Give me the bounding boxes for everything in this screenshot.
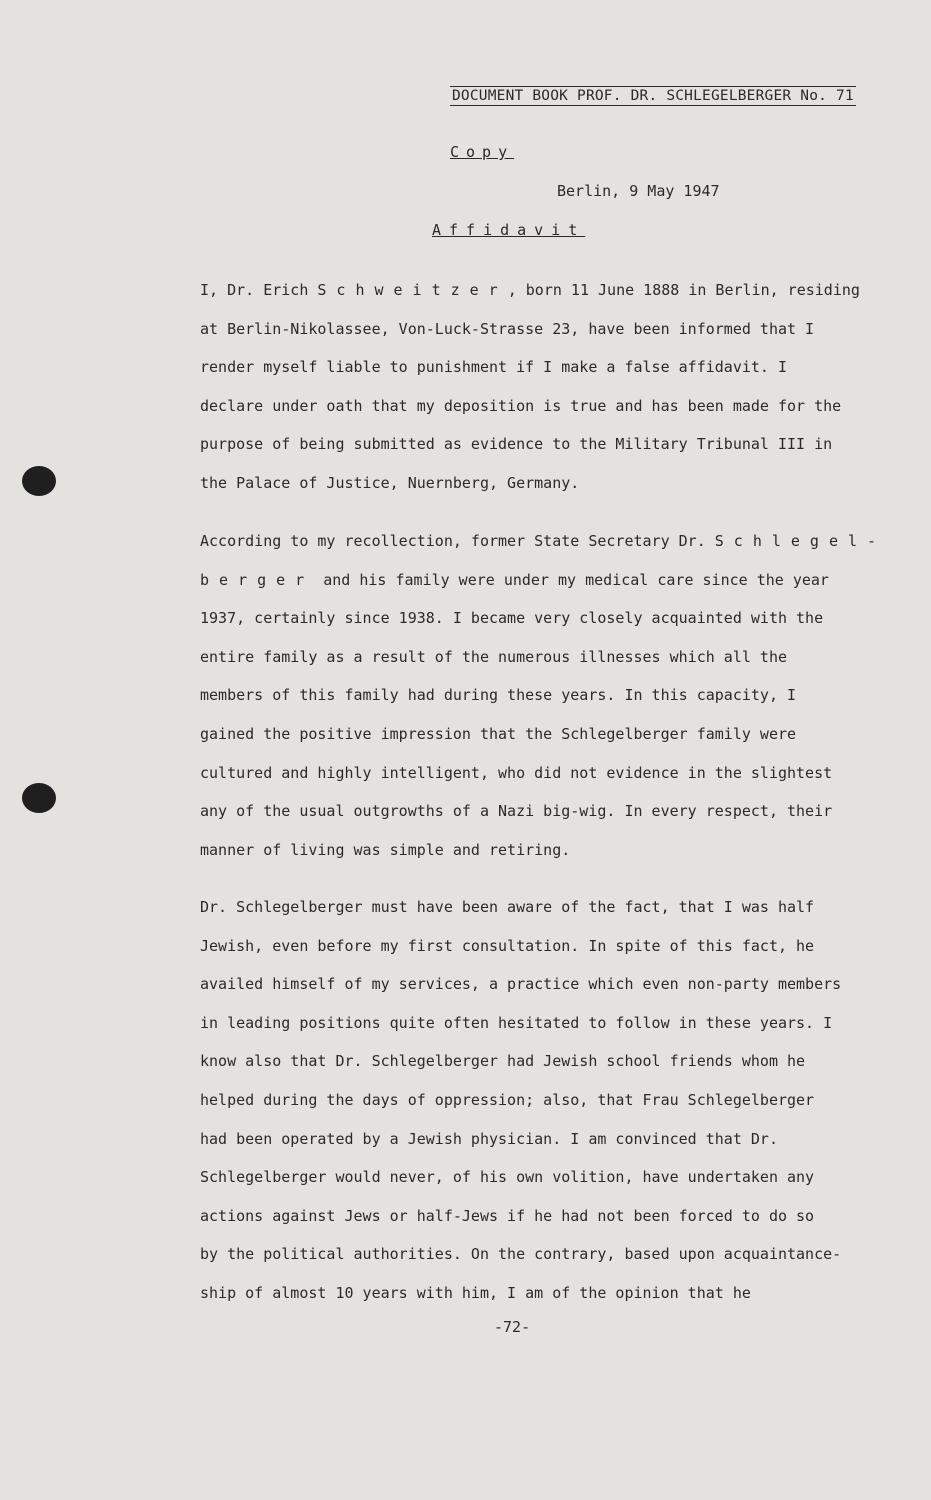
line-text: According to my recollection, former State Secretary Dr. xyxy=(200,532,715,550)
line-text: the Palace of Justice, Nuernberg, Germany. xyxy=(200,473,580,492)
text-line xyxy=(200,1243,900,1282)
line-text: ship of almost 10 years with him, I am of the opinion that he xyxy=(200,1283,751,1302)
text-line xyxy=(200,530,900,569)
text-line xyxy=(200,1089,900,1128)
line-text: cultured and highly intelligent, who did not evidence in the slightest xyxy=(200,763,833,782)
text-line xyxy=(200,684,900,723)
paragraph-recollection xyxy=(200,530,900,877)
line-text: render myself liable to punishment if I make a false affidavit. I xyxy=(200,358,787,377)
spaced-name: berger xyxy=(200,570,315,589)
text-line xyxy=(200,973,900,1012)
punch-hole-lower xyxy=(22,783,56,813)
line-text: actions against Jews or half-Jews if he had not been forced to do so xyxy=(200,1206,815,1225)
text-line xyxy=(200,1205,900,1244)
line-text: , born 11 June 1888 in Berlin, residing xyxy=(507,281,860,299)
text-line xyxy=(200,646,900,685)
line-text: availed himself of my services, a practice which even non-party members xyxy=(200,975,842,994)
text-line xyxy=(200,896,900,935)
line-text: 1937, certainly since 1938. I became very closely acquainted with the xyxy=(200,609,824,628)
text-line xyxy=(200,318,900,357)
line-text: declare under oath that my deposition is true and has been made for the xyxy=(200,396,842,415)
text-line xyxy=(200,800,900,839)
text-line xyxy=(200,723,900,762)
spaced-name: Schlegel- xyxy=(714,532,887,550)
text-line xyxy=(200,569,900,608)
text-line xyxy=(200,279,900,318)
text-line xyxy=(200,472,900,511)
line-text: manner of living was simple and retiring. xyxy=(200,840,571,859)
text-line xyxy=(200,1128,900,1167)
line-text: entire family as a result of the numerous illnesses which all the xyxy=(200,647,787,666)
document-title: Affidavit xyxy=(432,221,586,239)
paragraph-oath xyxy=(200,279,900,511)
spaced-name: Schweitzer xyxy=(317,281,508,299)
line-text: Dr. Schlegelberger must have been aware of the fact, that I was half xyxy=(200,898,815,916)
document-reference: DOCUMENT BOOK PROF. DR. SCHLEGELBERGER No. 71 xyxy=(452,88,854,104)
line-text: gained the positive impression that the Schlegelberger family were xyxy=(200,724,797,743)
line-text: helped during the days of oppression; also, that Frau Schlegelberger xyxy=(200,1090,815,1109)
text-line xyxy=(200,607,900,646)
text-line xyxy=(200,395,900,434)
line-text: Schlegelberger would never, of his own volition, have undertaken any xyxy=(200,1168,815,1187)
text-line xyxy=(200,1282,900,1321)
line-text: any of the usual outgrowths of a Nazi big-wig. In every respect, their xyxy=(200,802,833,821)
line-text: had been operated by a Jewish physician. I am convinced that Dr. xyxy=(200,1129,778,1148)
line-text: purpose of being submitted as evidence to the Military Tribunal III in xyxy=(200,435,833,454)
line-text: in leading positions quite often hesitated to follow in these years. I xyxy=(200,1013,833,1032)
line-text: I, Dr. Erich xyxy=(200,281,318,299)
copy-label: Copy xyxy=(450,143,515,161)
text-line xyxy=(200,1166,900,1205)
paragraph-awareness xyxy=(200,896,900,1321)
line-text: know also that Dr. Schlegelberger had Jewish school friends whom he xyxy=(200,1052,806,1071)
text-line xyxy=(200,1012,900,1051)
punch-hole-upper xyxy=(22,466,56,496)
page-number: -72- xyxy=(494,1318,531,1336)
line-text: members of this family had during these years. In this capacity, I xyxy=(200,686,797,705)
text-line xyxy=(200,839,900,878)
text-line xyxy=(200,1050,900,1089)
text-line xyxy=(200,935,900,974)
date-line: Berlin, 9 May 1947 xyxy=(557,182,720,200)
text-line xyxy=(200,433,900,472)
line-text: at Berlin-Nikolassee, Von-Luck-Strasse 23, have been informed that I xyxy=(200,319,815,338)
text-line xyxy=(200,356,900,395)
line-text: by the political authorities. On the contrary, based upon acquaintance- xyxy=(200,1245,842,1264)
line-text: Jewish, even before my first consultation. In spite of this fact, he xyxy=(200,936,815,955)
line-text: and his family were under my medical care since the year xyxy=(314,570,829,589)
text-line xyxy=(200,762,900,801)
